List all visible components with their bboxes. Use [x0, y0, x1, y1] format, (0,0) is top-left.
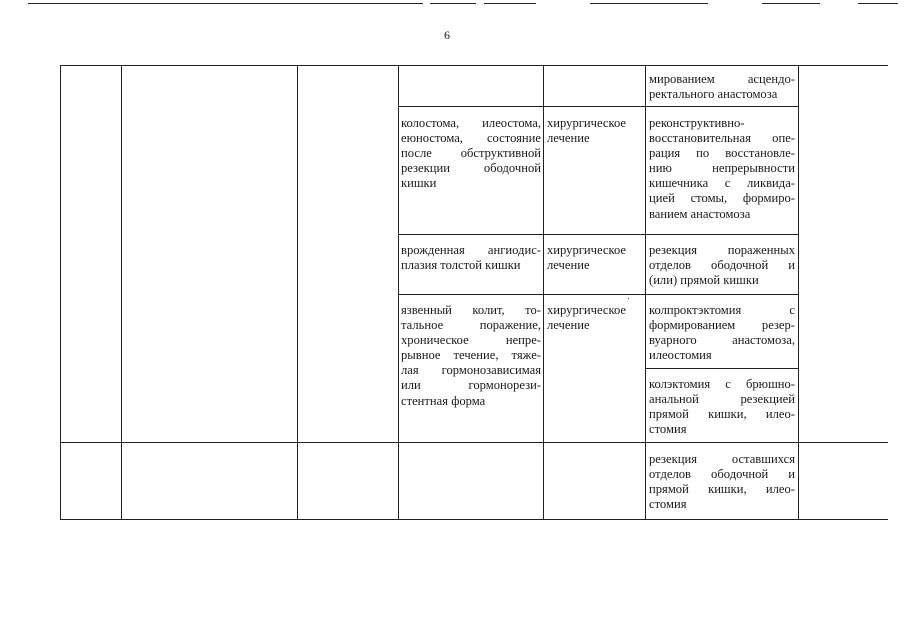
text-line: или гормонорези-: [401, 378, 541, 393]
text-line: резекция пораженных: [649, 243, 795, 257]
text-line: врожденная ангиодис-: [401, 243, 541, 257]
text-line: хирургическое: [547, 243, 627, 257]
top-rule-mid3: [590, 3, 708, 4]
text-line: прямой кишки, илео-: [649, 407, 795, 422]
top-rule-mid2: [484, 3, 536, 4]
text-line: восстановительная опе-: [649, 131, 795, 146]
text-line: еюностома, состояние: [401, 131, 541, 146]
text-line: плазия толстой кишки: [401, 258, 521, 273]
text-line: лечение: [547, 258, 590, 273]
row-border: [398, 234, 798, 235]
top-rule-right2: [858, 3, 898, 4]
col-border: [645, 65, 646, 520]
cell-treatment-method-continued: [649, 72, 795, 102]
text-line: хирургическое: [547, 116, 627, 130]
top-rule-mid1: [430, 3, 476, 4]
text-line: хроническое непре-: [401, 333, 541, 348]
text-line: стомия: [649, 497, 687, 512]
text-line: отделов ободочной и: [649, 467, 795, 482]
cell-treatment-type-ulcerative-colitis: [547, 303, 626, 333]
text-line: рация по восстановле-: [649, 146, 795, 161]
scan-speck: [628, 298, 629, 299]
text-line: кишки: [401, 176, 437, 191]
text-line: ректального анастомоза: [649, 87, 778, 102]
page-number: 6: [444, 28, 450, 42]
text-line: вуарного анастомоза,: [649, 333, 795, 348]
cell-treatment-type-angiodysplasia: [547, 243, 626, 273]
col-border: [398, 65, 399, 520]
text-line: лая гормонозависимая: [401, 363, 541, 378]
cell-treatment-method-colectomy: [649, 377, 795, 437]
cell-treatment-type-colostomy: [547, 116, 626, 146]
text-line: мированием асцендо-: [649, 72, 795, 86]
text-line: (или) прямой кишки: [649, 273, 759, 288]
text-line: цией стомы, формиро-: [649, 191, 795, 206]
top-rule-left: [28, 3, 423, 4]
text-line: язвенный колит, то-: [401, 303, 541, 317]
table-bottom-border: [60, 519, 888, 520]
col-border: [60, 65, 61, 520]
text-line: хирургическое: [547, 303, 627, 317]
text-line: рывное течение, тяже-: [401, 348, 541, 363]
text-line: реконструктивно-: [649, 116, 745, 130]
text-line: резекции ободочной: [401, 161, 541, 176]
text-line: лечение: [547, 318, 590, 333]
text-line: формированием резер-: [649, 318, 795, 333]
col-border: [798, 65, 799, 520]
row-border: [398, 106, 798, 107]
text-line: после обструктивной: [401, 146, 541, 161]
text-line: резекция оставшихся: [649, 452, 795, 466]
cell-diagnosis-colostomy: [401, 116, 541, 191]
cell-diagnosis-ulcerative-colitis: [401, 303, 541, 409]
text-line: анальной резекцией: [649, 392, 795, 407]
text-line: ванием анастомоза: [649, 206, 751, 221]
text-line: отделов ободочной и: [649, 258, 795, 273]
col-border: [297, 65, 298, 520]
row-border: [645, 368, 798, 369]
cell-treatment-method-colproctectomy: [649, 303, 795, 363]
top-rule-right1: [762, 3, 820, 4]
text-line: колэктомия с брюшно-: [649, 377, 795, 391]
row-border: [398, 294, 798, 295]
text-line: нию непрерывности: [649, 161, 795, 176]
row-border: [60, 442, 888, 443]
cell-treatment-method-remaining-resection: [649, 452, 795, 512]
text-line: стентная форма: [401, 393, 486, 408]
text-line: прямой кишки, илео-: [649, 482, 795, 497]
text-line: лечение: [547, 131, 590, 146]
col-border: [121, 65, 122, 520]
cell-diagnosis-angiodysplasia: [401, 243, 541, 273]
text-line: илеостомия: [649, 348, 712, 363]
table-top-border: [60, 65, 888, 66]
text-line: тальное поражение,: [401, 318, 541, 333]
col-border: [543, 65, 544, 520]
text-line: колостома, илеостома,: [401, 116, 541, 130]
text-line: колпроктэктомия с: [649, 303, 795, 317]
cell-treatment-method-angiodysplasia: [649, 243, 795, 288]
text-line: кишечника с ликвида-: [649, 176, 795, 191]
text-line: стомия: [649, 422, 687, 437]
cell-treatment-method-colostomy: [649, 116, 795, 222]
